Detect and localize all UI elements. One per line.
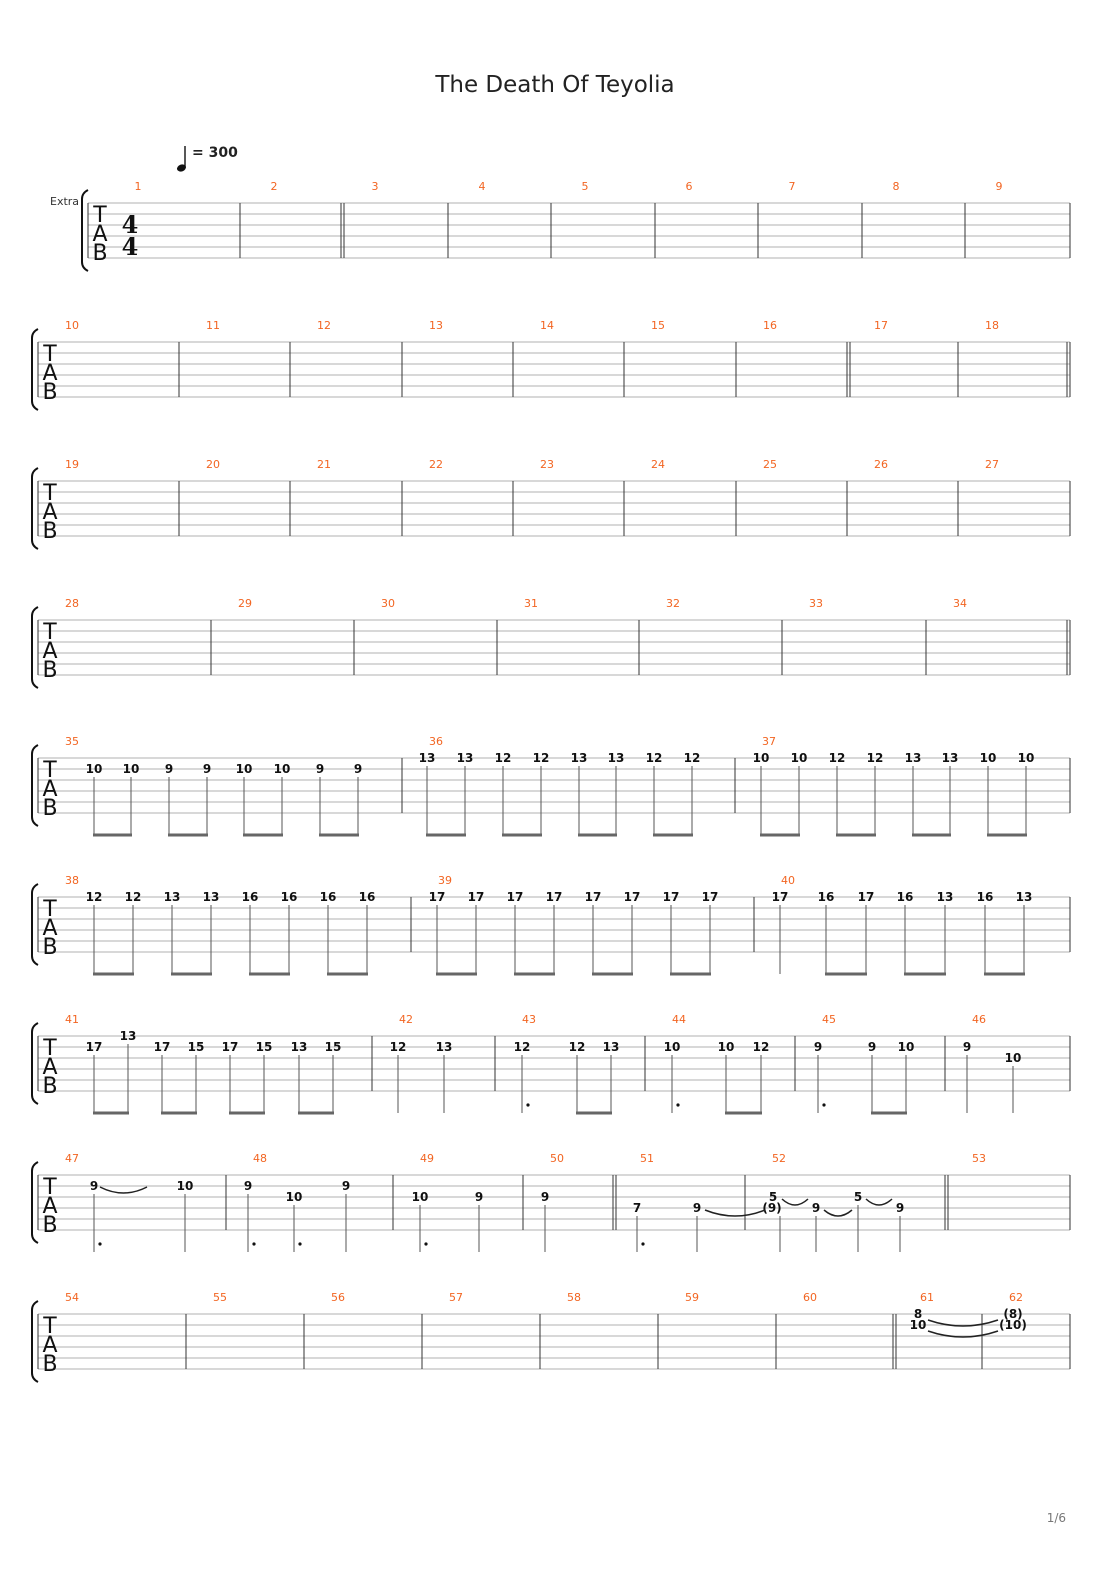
fret-number: 9 bbox=[243, 1179, 253, 1193]
fret-number: 12 bbox=[124, 890, 142, 904]
fret-number: 17 bbox=[467, 890, 485, 904]
measure-number: 48 bbox=[253, 1152, 267, 1165]
staff-bracket bbox=[32, 468, 38, 549]
tab-clef-letter: A bbox=[42, 1194, 58, 1219]
tie-arc bbox=[866, 1199, 892, 1205]
song-title: The Death Of Teyolia bbox=[435, 72, 675, 98]
measure-number: 30 bbox=[381, 597, 395, 610]
fret-number: 9 bbox=[895, 1201, 905, 1215]
measure-number: 28 bbox=[65, 597, 79, 610]
measure-number: 56 bbox=[331, 1291, 345, 1304]
measure-number: 52 bbox=[772, 1152, 786, 1165]
measure-number: 41 bbox=[65, 1013, 79, 1026]
fret-number: 13 bbox=[570, 751, 588, 765]
fret-number: 10 bbox=[85, 762, 103, 776]
tab-system-2 bbox=[32, 319, 1070, 410]
measure-number: 18 bbox=[985, 319, 999, 332]
fret-number: 9 bbox=[540, 1190, 550, 1204]
tab-clef-letter: B bbox=[42, 1352, 58, 1377]
measure-number: 25 bbox=[763, 458, 777, 471]
measure-number: 35 bbox=[65, 735, 79, 748]
measure-number: 45 bbox=[822, 1013, 836, 1026]
fret-number: 17 bbox=[701, 890, 719, 904]
measure-number: 3 bbox=[371, 180, 379, 193]
fret-number: 10 bbox=[897, 1040, 915, 1054]
fret-number: 12 bbox=[513, 1040, 531, 1054]
measure-number: 50 bbox=[550, 1152, 564, 1165]
measure-number: 1 bbox=[134, 180, 142, 193]
fret-number: (9) bbox=[762, 1201, 782, 1215]
measure-number: 19 bbox=[65, 458, 79, 471]
fret-number: 9 bbox=[353, 762, 363, 776]
fret-number: 10 bbox=[979, 751, 997, 765]
tab-system-5 bbox=[32, 735, 1070, 835]
tab-clef-letter: T bbox=[43, 897, 57, 922]
fret-number: 13 bbox=[607, 751, 625, 765]
tab-clef-letter: T bbox=[43, 1314, 57, 1339]
fret-number: (8) bbox=[1003, 1307, 1023, 1321]
fret-number: 13 bbox=[290, 1040, 308, 1054]
fret-number: 9 bbox=[89, 1179, 99, 1193]
measure-number: 55 bbox=[213, 1291, 227, 1304]
measure-number: 9 bbox=[995, 180, 1003, 193]
duration-dot bbox=[526, 1103, 529, 1106]
fret-number: 10 bbox=[752, 751, 770, 765]
measure-number: 60 bbox=[803, 1291, 817, 1304]
measure-number: 51 bbox=[640, 1152, 654, 1165]
measure-number: 8 bbox=[892, 180, 900, 193]
fret-number: 17 bbox=[662, 890, 680, 904]
measure-number: 12 bbox=[317, 319, 331, 332]
measure-number: 17 bbox=[874, 319, 888, 332]
fret-number: 9 bbox=[811, 1201, 821, 1215]
measure-number: 59 bbox=[685, 1291, 699, 1304]
fret-number: 16 bbox=[896, 890, 914, 904]
tab-clef-letter: A bbox=[42, 361, 58, 386]
tab-clef-letter: B bbox=[42, 1213, 58, 1238]
tab-clef-letter: B bbox=[42, 1074, 58, 1099]
measure-number: 29 bbox=[238, 597, 252, 610]
fret-number: 10 bbox=[909, 1318, 927, 1332]
fret-number: 12 bbox=[532, 751, 550, 765]
duration-dot bbox=[252, 1242, 255, 1245]
fret-number: 9 bbox=[474, 1190, 484, 1204]
tab-system-1 bbox=[82, 180, 1070, 271]
fret-number: 13 bbox=[941, 751, 959, 765]
fret-number: 17 bbox=[506, 890, 524, 904]
tab-clef-letter: A bbox=[42, 916, 58, 941]
measure-number: 24 bbox=[651, 458, 665, 471]
tempo-label: = 300 bbox=[192, 145, 238, 161]
measure-number: 4 bbox=[478, 180, 486, 193]
tab-system-4 bbox=[32, 597, 1070, 688]
fret-number: 9 bbox=[341, 1179, 351, 1193]
tab-clef-letter: B bbox=[92, 241, 108, 266]
measure-number: 13 bbox=[429, 319, 443, 332]
tab-clef-letter: T bbox=[93, 203, 107, 228]
tab-clef-letter: B bbox=[42, 796, 58, 821]
tab-system-3 bbox=[32, 458, 1070, 549]
duration-dot bbox=[424, 1242, 427, 1245]
measure-number: 44 bbox=[672, 1013, 686, 1026]
measure-number: 34 bbox=[953, 597, 967, 610]
measure-number: 5 bbox=[581, 180, 589, 193]
fret-number: 16 bbox=[817, 890, 835, 904]
fret-number: 13 bbox=[418, 751, 436, 765]
tab-clef-letter: B bbox=[42, 658, 58, 683]
fret-number: 9 bbox=[315, 762, 325, 776]
tab-clef-letter: A bbox=[42, 777, 58, 802]
tab-system-9 bbox=[32, 1291, 1070, 1382]
staff-bracket bbox=[32, 329, 38, 410]
fret-number: 10 bbox=[235, 762, 253, 776]
tab-clef-letter: A bbox=[42, 1333, 58, 1358]
fret-number: 13 bbox=[119, 1029, 137, 1043]
measure-number: 39 bbox=[438, 874, 452, 887]
tab-clef-letter: A bbox=[42, 500, 58, 525]
tab-clef-letter: A bbox=[42, 1055, 58, 1080]
tab-clef-letter: T bbox=[43, 342, 57, 367]
fret-number: 17 bbox=[428, 890, 446, 904]
measure-number: 49 bbox=[420, 1152, 434, 1165]
tab-system-6 bbox=[32, 874, 1070, 974]
fret-number: 13 bbox=[456, 751, 474, 765]
measure-number: 20 bbox=[206, 458, 220, 471]
fret-number: 13 bbox=[202, 890, 220, 904]
fret-number: 12 bbox=[752, 1040, 770, 1054]
measure-number: 11 bbox=[206, 319, 220, 332]
fret-number: 17 bbox=[153, 1040, 171, 1054]
fret-number: 10 bbox=[122, 762, 140, 776]
duration-dot bbox=[98, 1242, 101, 1245]
fret-number: 16 bbox=[358, 890, 376, 904]
fret-number: (10) bbox=[999, 1318, 1027, 1332]
measure-number: 22 bbox=[429, 458, 443, 471]
fret-number: 17 bbox=[857, 890, 875, 904]
fret-number: 12 bbox=[828, 751, 846, 765]
fret-number: 15 bbox=[324, 1040, 342, 1054]
tab-clef-letter: B bbox=[42, 519, 58, 544]
fret-number: 17 bbox=[771, 890, 789, 904]
fret-number: 9 bbox=[813, 1040, 823, 1054]
fret-number: 9 bbox=[962, 1040, 972, 1054]
fret-number: 5 bbox=[768, 1190, 778, 1204]
duration-dot bbox=[641, 1242, 644, 1245]
fret-number: 15 bbox=[187, 1040, 205, 1054]
fret-number: 17 bbox=[85, 1040, 103, 1054]
fret-number: 12 bbox=[568, 1040, 586, 1054]
measure-number: 40 bbox=[781, 874, 795, 887]
fret-number: 10 bbox=[663, 1040, 681, 1054]
page-number: 1/6 bbox=[1046, 1511, 1066, 1525]
duration-dot bbox=[822, 1103, 825, 1106]
tab-clef-letter: A bbox=[92, 222, 108, 247]
tab-system-7 bbox=[32, 1013, 1070, 1113]
fret-number: 9 bbox=[164, 762, 174, 776]
fret-number: 9 bbox=[867, 1040, 877, 1054]
measure-number: 6 bbox=[685, 180, 693, 193]
measure-number: 23 bbox=[540, 458, 554, 471]
fret-number: 10 bbox=[790, 751, 808, 765]
fret-number: 16 bbox=[241, 890, 259, 904]
measure-number: 14 bbox=[540, 319, 554, 332]
fret-number: 10 bbox=[176, 1179, 194, 1193]
measure-number: 43 bbox=[522, 1013, 536, 1026]
fret-number: 10 bbox=[273, 762, 291, 776]
tab-clef-letter: T bbox=[43, 620, 57, 645]
staff-bracket bbox=[32, 1162, 38, 1243]
fret-number: 9 bbox=[692, 1201, 702, 1215]
instrument-name: Extra bbox=[50, 195, 80, 208]
fret-number: 8 bbox=[913, 1307, 923, 1321]
measure-number: 27 bbox=[985, 458, 999, 471]
time-signature-top: 4 bbox=[121, 210, 139, 239]
duration-dot bbox=[298, 1242, 301, 1245]
fret-number: 12 bbox=[866, 751, 884, 765]
fret-number: 12 bbox=[389, 1040, 407, 1054]
fret-number: 15 bbox=[255, 1040, 273, 1054]
duration-dot bbox=[676, 1103, 679, 1106]
measure-number: 21 bbox=[317, 458, 331, 471]
fret-number: 10 bbox=[717, 1040, 735, 1054]
measure-number: 10 bbox=[65, 319, 79, 332]
tie-arc bbox=[782, 1199, 808, 1205]
tie-arc bbox=[100, 1187, 147, 1193]
staff-bracket bbox=[32, 884, 38, 965]
tab-clef-letter: T bbox=[43, 1175, 57, 1200]
fret-number: 13 bbox=[163, 890, 181, 904]
tie-arc bbox=[824, 1210, 852, 1216]
measure-number: 47 bbox=[65, 1152, 79, 1165]
fret-number: 12 bbox=[494, 751, 512, 765]
measure-number: 46 bbox=[972, 1013, 986, 1026]
measure-number: 7 bbox=[788, 180, 796, 193]
fret-number: 17 bbox=[221, 1040, 239, 1054]
fret-number: 10 bbox=[1004, 1051, 1022, 1065]
measure-number: 61 bbox=[920, 1291, 934, 1304]
measure-number: 2 bbox=[270, 180, 278, 193]
measure-number: 53 bbox=[972, 1152, 986, 1165]
tab-clef-letter: T bbox=[43, 481, 57, 506]
measure-number: 42 bbox=[399, 1013, 413, 1026]
fret-number: 13 bbox=[602, 1040, 620, 1054]
staff-bracket bbox=[32, 607, 38, 688]
staff-bracket bbox=[32, 1023, 38, 1104]
fret-number: 5 bbox=[853, 1190, 863, 1204]
tab-clef-letter: T bbox=[43, 758, 57, 783]
measure-number: 33 bbox=[809, 597, 823, 610]
measure-number: 54 bbox=[65, 1291, 79, 1304]
time-signature-bottom: 4 bbox=[121, 232, 139, 261]
fret-number: 16 bbox=[319, 890, 337, 904]
fret-number: 10 bbox=[411, 1190, 429, 1204]
measure-number: 31 bbox=[524, 597, 538, 610]
fret-number: 7 bbox=[632, 1201, 642, 1215]
measure-number: 58 bbox=[567, 1291, 581, 1304]
tab-clef-letter: T bbox=[43, 1036, 57, 1061]
tab-clef-letter: B bbox=[42, 935, 58, 960]
fret-number: 16 bbox=[280, 890, 298, 904]
fret-number: 13 bbox=[936, 890, 954, 904]
measure-number: 57 bbox=[449, 1291, 463, 1304]
measure-number: 32 bbox=[666, 597, 680, 610]
staff-bracket bbox=[32, 745, 38, 826]
measure-number: 16 bbox=[763, 319, 777, 332]
fret-number: 13 bbox=[904, 751, 922, 765]
fret-number: 12 bbox=[683, 751, 701, 765]
fret-number: 10 bbox=[285, 1190, 303, 1204]
measure-number: 36 bbox=[429, 735, 443, 748]
measure-number: 37 bbox=[762, 735, 776, 748]
fret-number: 9 bbox=[202, 762, 212, 776]
fret-number: 16 bbox=[976, 890, 994, 904]
fret-number: 13 bbox=[1015, 890, 1033, 904]
fret-number: 17 bbox=[545, 890, 563, 904]
fret-number: 12 bbox=[85, 890, 103, 904]
staff-bracket bbox=[82, 190, 88, 271]
measure-number: 26 bbox=[874, 458, 888, 471]
fret-number: 17 bbox=[623, 890, 641, 904]
tab-clef-letter: B bbox=[42, 380, 58, 405]
fret-number: 13 bbox=[435, 1040, 453, 1054]
fret-number: 10 bbox=[1017, 751, 1035, 765]
measure-number: 15 bbox=[651, 319, 665, 332]
tab-system-8 bbox=[32, 1152, 1070, 1252]
tab-clef-letter: A bbox=[42, 639, 58, 664]
staff-bracket bbox=[32, 1301, 38, 1382]
measure-number: 38 bbox=[65, 874, 79, 887]
tie-arc bbox=[705, 1210, 765, 1216]
fret-number: 12 bbox=[645, 751, 663, 765]
fret-number: 17 bbox=[584, 890, 602, 904]
measure-number: 62 bbox=[1009, 1291, 1023, 1304]
